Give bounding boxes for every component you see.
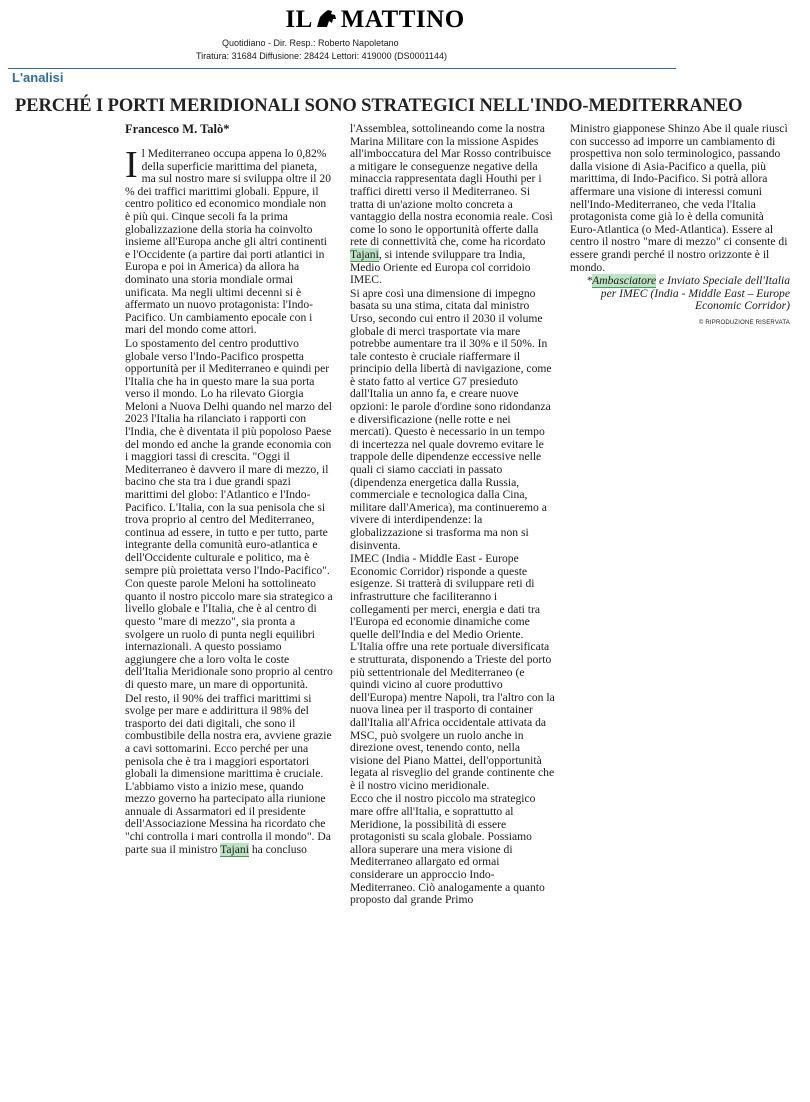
article-column-2	[350, 123, 555, 908]
paragraph: Ecco che il nostro piccolo ma strategico mare offre all'Italia, e soprattutto al Meridione, la possibilità di essere protagonisti su scala globale. Possiamo allora superare una mera visione di Mediterraneo allargato ed ormai considerare un approccio Indo-Mediterraneo. Ciò analogamente a quanto proposto dal grande Primo	[350, 792, 545, 907]
horse-emblem-icon	[314, 7, 340, 29]
article-column-3	[570, 123, 790, 330]
paragraph: Il Mediterraneo occupa appena lo 0,82% della superficie marittima del pianeta, ma sul nostro mare si sviluppa oltre il 20 % dei traffici marittimi globali. Eppure, il centro politico ed economico mondiale non è più qui. Cinque secoli fa la prima globalizzazione della storia ha coinvolto insieme all'Europa anche gli altri continenti e l'Occidente (a partire dai porti atlantici in Europa e poi in America) da allora ha dominato una storia mondiale ormai unificata. Ma negli ultimi decenni si è affermato un nuovo protagonista: l'Indo-Pacifico. Un cambiamento epocale con i mari del mondo come attori.	[125, 144, 331, 337]
headline: PERCHÉ I PORTI MERIDIONALI SONO STRATEGICI NELL'INDO-MEDITERRANEO	[15, 96, 743, 116]
author-byline: Francesco M. Talò*	[125, 122, 230, 136]
section-label: L'analisi	[12, 70, 64, 85]
paragraph: Ministro giapponese Shinzo Abe il quale riuscì con successo ad imporre un cambiamento di prospettiva non solo terminologico, passando dalla visione di Asia-Pacifico a quella, più marittima, di Indo-Pacifico. Si potrà allora affermare una visione di interessi comuni nell'Indo-Mediterraneo, che veda l'Italia protagonista come già lo è della comunità Euro-Atlantica (o Med-Atlantica). Essere al centro il nostro "mare di mezzo" ci consente di essere grandi perché il nostro orizzonte è il mondo.	[570, 122, 788, 274]
author-signature: *Ambasciatore e Inviato Speciale dell'Italia per IMEC (India - Middle East – Europe Economic Corridor)	[586, 274, 790, 313]
highlighted-name: Tajani	[220, 842, 249, 856]
section-divider	[8, 68, 676, 69]
article-column-1	[125, 144, 333, 857]
copyright-notice: © RIPRODUZIONE RISERVATA	[698, 319, 790, 326]
paragraph: Lo spostamento del centro produttivo globale verso l'Indo-Pacifico prospetta opportunità per il Mediterraneo e quindi per l'Italia che ha in questo mare la sua porta verso il mondo. Lo ha rilevato Giorgia Meloni a Nuova Delhi quando nel marzo del 2023 l'Italia ha rilanciato i rapporti con l'India, che è diventata il più popoloso Paese del mondo ed anche la grande economia con i maggiori tassi di crescita. "Oggi il Mediterraneo è davvero il mare di mezzo, il bacino che sta tra i due grandi spazi marittimi del globo: l'Atlantico e l'Indo-Pacifico. L'Italia, con la sua penisola che si trova proprio al centro del Mediterraneo, continua ad essere, in tutto e per tutto, parte integrante della comunità euro-atlantica e dell'Occidente culturale e politico, ma è sempre più proiettata verso l'Indo-Pacifico".	[125, 336, 333, 577]
highlighted-title: Ambasciatore	[592, 274, 657, 288]
paragraph: l'Assemblea, sottolineando come la nostra Marina Militare con la missione Aspides all'imboccatura del Mar Rosso contribuisce a mitigare le conseguenze negative della minaccia rappresentata dagli Houthi per i traffici diretti verso il Mediterraneo. Si tratta di un'azione molto concreta a vantaggio della nostra economia reale. Così come lo sono le opportunità offerte dalla rete di connettività che, come ha ricordato Tajani, si intende sviluppare tra India, Medio Oriente ed Europa col corridoio IMEC.	[350, 122, 553, 287]
paragraph: IMEC (India - Middle East - Europe Economic Corridor) risponde a queste esigenze. Si tratterà di sviluppare reti di infrastrutture che faciliteranno i collegamenti per merci, energia e dati tra l'Europa ed economie dinamiche come quelle dell'India e del Medio Oriente. L'Italia offre una rete portuale diversificata e strutturata, disponendo a Trieste del porto più settentrionale del Mediterraneo (e quindi vicino al cuore produttivo dell'Europa) mentre Napoli, tra l'altro con la nuova linea per il trasporto di container dall'Italia all'Africa occidentale attivata da MSC, può svolgere un ruolo anche in direzione ovest, tenendo conto, nella visione del Piano Mattei, dell'opportunità legata al risveglio del grande continente che è il nostro vicino meridionale.	[350, 552, 555, 792]
paragraph: Si apre così una dimensione di impegno basata su una stima, citata dal ministro Urso, secondo cui entro il 2030 il volume globale di merci trasportate via mare potrebbe aumentare tra il 30% e il 50%. In tale contesto è cruciale riaffermare il principio della libertà di navigazione, come è stato fatto al vertice G7 presieduto dall'Italia un anno fa, e creare nuove opzioni: le parole d'ordine sono ridondanza e diversificazione (nelle rotte e nei mercati). Questo è necessario in un tempo di incertezza nel quale dovremo evitare le trappole delle dipendenze eccessive nelle quali ci siamo cacciati in passato (dipendenza energetica dalla Russia, commerciale e tecnologica dalla Cina, militare dall'America), ma continueremo a vivere di interdipendenze: la globalizzazione si trasforma ma non si disinventa.	[350, 286, 552, 552]
drop-cap: I	[125, 144, 138, 186]
circulation-info: Tiratura: 31684 Diffusione: 28424 Lettori: 419000 (DS0001144)	[196, 51, 448, 61]
newspaper-logo: IL MATTINO	[285, 6, 465, 33]
masthead	[0, 6, 810, 34]
masthead-info: Quotidiano - Dir. Resp.: Roberto Napoletano	[222, 38, 399, 48]
paragraph: Con queste parole Meloni ha sottolineato quanto il nostro piccolo mare sia strategico a livello globale e l'Italia, che è al centro di questo "mare di mezzo", sia pronta a svolgere un ruolo di punta negli equilibri internazionali. A questo possiamo aggiungere che a loro volta le coste dell'Italia Meridionale sono proprio al centro di questo mare, un mare di opportunità.	[125, 577, 333, 691]
paragraph: Del resto, il 90% dei traffici marittimi si svolge per mare e addirittura il 98% del trasporto dei dati digitali, che sono il combustibile della nostra era, avviene grazie a cavi sottomarini. Ecco perché per una penisola che è tra i maggiori esportatori globali la dimensione marittima è cruciale. L'abbiamo visto a inizio mese, quando mezzo governo ha partecipato alla riunione annuale di Assarmatori ed il presidente dell'Associazione Messina ha ricordato che "chi controlla i mari controlla il mondo". Da parte sua il ministro Tajani ha concluso	[125, 691, 332, 856]
highlighted-name: Tajani	[350, 247, 379, 261]
